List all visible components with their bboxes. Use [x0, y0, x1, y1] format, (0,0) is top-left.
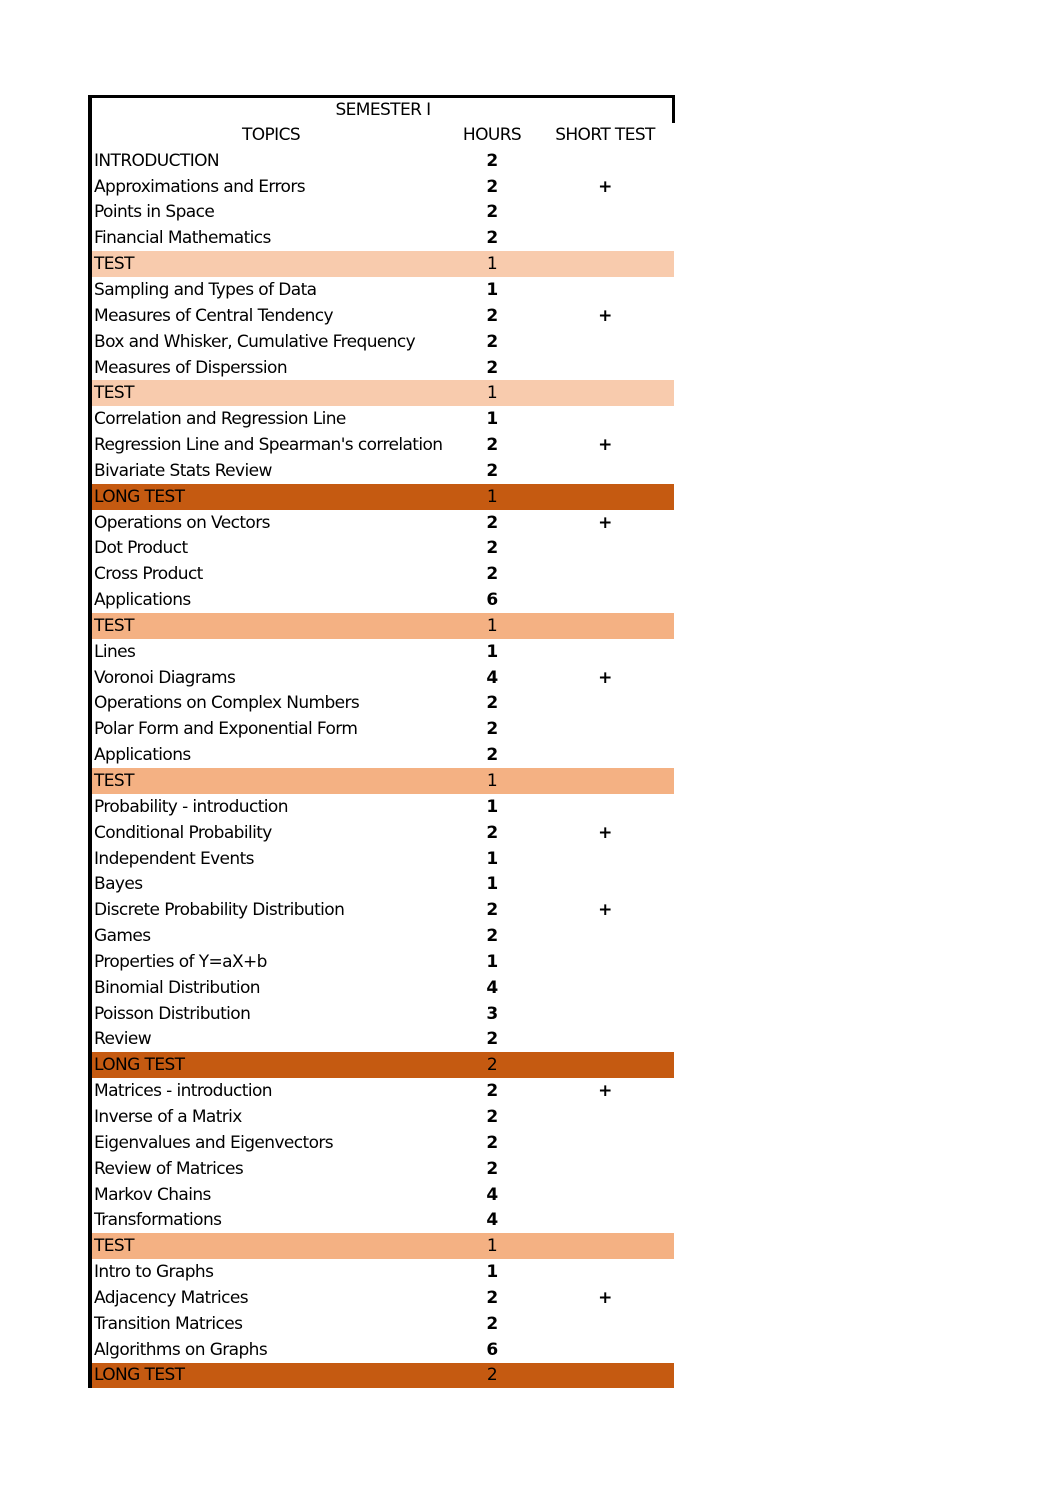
topic-cell: Independent Events — [94, 848, 254, 869]
short-test-column-header: SHORT TEST — [555, 124, 655, 145]
hours-cell: 2 — [486, 1106, 498, 1127]
long-test-row — [92, 1363, 674, 1389]
table-body — [92, 148, 674, 1389]
topic-cell: Applications — [94, 745, 191, 766]
topic-cell: Bayes — [94, 874, 143, 895]
table-row — [92, 432, 674, 458]
hours-cell: 2 — [486, 1158, 498, 1179]
topic-cell: TEST — [94, 383, 134, 404]
topic-cell: Operations on Vectors — [94, 512, 270, 533]
table-row — [92, 510, 674, 536]
topic-cell: Eigenvalues and Eigenvectors — [94, 1132, 334, 1153]
hours-cell: 1 — [486, 951, 498, 972]
topic-cell: Algorithms on Graphs — [94, 1339, 268, 1360]
topic-cell: Voronoi Diagrams — [94, 667, 236, 688]
table-row — [92, 406, 674, 432]
topic-cell: Cross Product — [94, 564, 203, 585]
table-row — [92, 716, 674, 742]
topic-cell: Review of Matrices — [94, 1158, 244, 1179]
topic-cell: Operations on Complex Numbers — [94, 693, 360, 714]
hours-cell: 4 — [486, 1210, 498, 1231]
topics-column-header: TOPICS — [241, 124, 301, 145]
hours-cell: 2 — [486, 460, 498, 481]
hours-cell: 6 — [486, 590, 498, 611]
semester-title: SEMESTER I — [335, 100, 431, 120]
table-row — [92, 303, 674, 329]
table-row — [92, 1182, 674, 1208]
short-test-cell: + — [598, 305, 612, 326]
topic-cell: Properties of Y=aX+b — [94, 951, 267, 972]
hours-cell: 2 — [486, 357, 498, 378]
table-row — [92, 1104, 674, 1130]
hours-cell: 2 — [486, 926, 498, 947]
hours-cell: 2 — [486, 435, 498, 456]
table-row — [92, 923, 674, 949]
hours-cell: 1 — [486, 486, 498, 507]
hours-cell: 1 — [486, 771, 498, 792]
table-row — [92, 200, 674, 226]
table-row — [92, 975, 674, 1001]
hours-cell: 1 — [486, 848, 498, 869]
short-test-cell: + — [598, 1081, 612, 1102]
topic-cell: Discrete Probability Distribution — [94, 900, 345, 921]
topic-cell: Games — [94, 926, 151, 947]
table-row — [92, 329, 674, 355]
topic-cell: Binomial Distribution — [94, 977, 260, 998]
table-row — [92, 1027, 674, 1053]
topic-cell: Approximations and Errors — [94, 176, 305, 197]
short-test-cell: + — [598, 667, 612, 688]
table-row — [92, 561, 674, 587]
topic-cell: Financial Mathematics — [94, 228, 271, 249]
table-row — [92, 1130, 674, 1156]
short-test-cell: + — [598, 512, 612, 533]
topic-cell: LONG TEST — [94, 1055, 185, 1076]
topic-cell: Box and Whisker, Cumulative Frequency — [94, 331, 416, 352]
hours-cell: 2 — [486, 1287, 498, 1308]
test-row — [92, 613, 674, 639]
topic-cell: LONG TEST — [94, 1365, 185, 1386]
hours-cell: 2 — [486, 900, 498, 921]
hours-cell: 1 — [486, 409, 498, 430]
topic-cell: TEST — [94, 254, 134, 275]
short-test-cell: + — [598, 435, 612, 456]
long-test-row — [92, 484, 674, 510]
topic-cell: Polar Form and Exponential Form — [94, 719, 358, 740]
hours-cell: 2 — [486, 331, 498, 352]
hours-cell: 2 — [486, 1055, 498, 1076]
topic-cell: Lines — [94, 641, 136, 662]
hours-cell: 2 — [486, 228, 498, 249]
topic-cell: TEST — [94, 615, 134, 636]
hours-cell: 1 — [486, 641, 498, 662]
table-row — [92, 1259, 674, 1285]
topic-cell: Measures of Disperssion — [94, 357, 288, 378]
table-row — [92, 871, 674, 897]
hours-cell: 2 — [486, 512, 498, 533]
topic-cell: Applications — [94, 590, 191, 611]
table-row — [92, 1001, 674, 1027]
hours-cell: 1 — [486, 254, 498, 275]
hours-cell: 2 — [486, 693, 498, 714]
topic-cell: TEST — [94, 771, 134, 792]
hours-cell: 2 — [486, 538, 498, 559]
table-row — [92, 174, 674, 200]
hours-cell: 2 — [486, 176, 498, 197]
short-test-cell: + — [598, 900, 612, 921]
hours-cell: 1 — [486, 1262, 498, 1283]
table-row — [92, 1156, 674, 1182]
hours-cell: 2 — [486, 150, 498, 171]
topic-cell: Conditional Probability — [94, 822, 272, 843]
hours-cell: 2 — [486, 305, 498, 326]
semester-header-row — [92, 98, 674, 122]
table-row — [92, 691, 674, 717]
hours-cell: 1 — [486, 796, 498, 817]
short-test-cell: + — [598, 822, 612, 843]
table-row — [92, 820, 674, 846]
hours-cell: 2 — [486, 1081, 498, 1102]
topic-cell: Bivariate Stats Review — [94, 460, 272, 481]
table-row — [92, 846, 674, 872]
table-row — [92, 665, 674, 691]
long-test-row — [92, 1052, 674, 1078]
hours-cell: 1 — [486, 1236, 498, 1257]
topic-cell: Review — [94, 1029, 152, 1050]
topic-cell: Adjacency Matrices — [94, 1287, 248, 1308]
test-row — [92, 1233, 674, 1259]
hours-cell: 2 — [486, 1132, 498, 1153]
table-row — [92, 148, 674, 174]
hours-cell: 2 — [486, 1365, 498, 1386]
topic-cell: Markov Chains — [94, 1184, 211, 1205]
table-row — [92, 794, 674, 820]
topic-cell: Points in Space — [94, 202, 215, 223]
test-row — [92, 251, 674, 277]
table-row — [92, 639, 674, 665]
column-header-row — [92, 122, 674, 148]
syllabus-table — [88, 95, 674, 1388]
table-row — [92, 1078, 674, 1104]
topic-cell: Measures of Central Tendency — [94, 305, 333, 326]
hours-cell: 2 — [486, 202, 498, 223]
hours-cell: 2 — [486, 1029, 498, 1050]
hours-cell: 4 — [486, 1184, 498, 1205]
topic-cell: Correlation and Regression Line — [94, 409, 346, 430]
hours-cell: 1 — [486, 874, 498, 895]
table-row — [92, 587, 674, 613]
topic-cell: TEST — [94, 1236, 134, 1257]
topic-cell: Intro to Graphs — [94, 1262, 214, 1283]
table-row — [92, 277, 674, 303]
hours-cell: 4 — [486, 977, 498, 998]
topic-cell: Transition Matrices — [94, 1313, 243, 1334]
topic-cell: Probability - introduction — [94, 796, 288, 817]
topic-cell: Poisson Distribution — [94, 1003, 251, 1024]
topic-cell: Sampling and Types of Data — [94, 279, 317, 300]
table-row — [92, 1207, 674, 1233]
table-row — [92, 1311, 674, 1337]
table-row — [92, 536, 674, 562]
topic-cell: Matrices - introduction — [94, 1081, 272, 1102]
hours-cell: 2 — [486, 564, 498, 585]
hours-cell: 3 — [486, 1003, 498, 1024]
hours-cell: 6 — [486, 1339, 498, 1360]
table-row — [92, 1337, 674, 1363]
hours-cell: 1 — [486, 615, 498, 636]
hours-cell: 1 — [486, 279, 498, 300]
hours-cell: 2 — [486, 822, 498, 843]
short-test-cell: + — [598, 1287, 612, 1308]
table-row — [92, 1285, 674, 1311]
hours-cell: 1 — [486, 383, 498, 404]
topic-cell: Regression Line and Spearman's correlation — [94, 435, 443, 456]
topic-cell: Transformations — [94, 1210, 222, 1231]
hours-cell: 2 — [486, 719, 498, 740]
topic-cell: Dot Product — [94, 538, 188, 559]
hours-cell: 4 — [486, 667, 498, 688]
topic-cell: Inverse of a Matrix — [94, 1106, 242, 1127]
table-row — [92, 949, 674, 975]
topic-cell: LONG TEST — [94, 486, 185, 507]
table-row — [92, 742, 674, 768]
hours-column-header: HOURS — [462, 124, 522, 145]
hours-cell: 2 — [486, 1313, 498, 1334]
test-row — [92, 768, 674, 794]
table-row — [92, 458, 674, 484]
short-test-cell: + — [598, 176, 612, 197]
table-row — [92, 897, 674, 923]
table-row — [92, 355, 674, 381]
topic-cell: INTRODUCTION — [94, 150, 220, 171]
hours-cell: 2 — [486, 745, 498, 766]
test-row — [92, 380, 674, 406]
table-row — [92, 225, 674, 251]
